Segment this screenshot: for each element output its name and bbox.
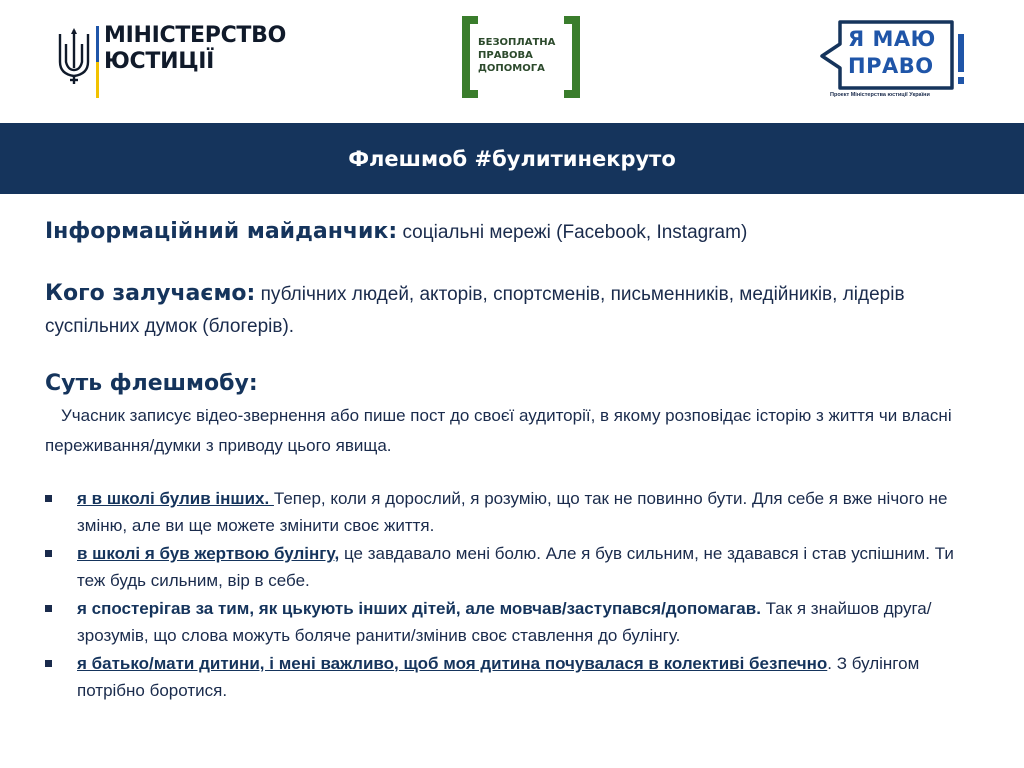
list-item-text: Тепер, коли я дорослий, я розумію, що так не повинно бути. Для себе я вже нічого не зміню, але ви ще можете змінити своє життя. (77, 489, 948, 535)
list-item-lead: в школі я був жертвою булінгу, (77, 544, 340, 563)
square-bullet-icon (45, 495, 52, 502)
ministry-name-line1: МІНІСТЕРСТВО (104, 23, 287, 48)
list-item (45, 540, 985, 594)
list-item-lead: я спостерігав за тим, як цькують інших дітей, але мовчав/заступався/допомагав. (77, 599, 761, 618)
list-item (45, 595, 985, 649)
audience-text: публічних людей, акторів, спортсменів, письменників, медійників, лідерів суспільних думок (блогерів). (45, 284, 905, 337)
ministry-name (104, 23, 286, 75)
audience-paragraph (45, 278, 975, 344)
free-legal-aid-line2: ПРАВОВА (478, 50, 533, 61)
list-item (45, 650, 985, 704)
i-have-right-subtitle: Проект Міністерства юстиції України (830, 92, 930, 98)
square-bullet-icon (45, 550, 52, 557)
audience-label: Кого залучаємо: (45, 281, 256, 306)
square-bullet-icon (45, 660, 52, 667)
free-legal-aid-logo (460, 14, 582, 100)
free-legal-aid-line3: ДОПОМОГА (478, 63, 545, 74)
platform-text: соціальні мережі (Facebook, Instagram) (397, 222, 748, 243)
essence-label: Суть флешмобу: (45, 371, 258, 396)
free-legal-aid-line1: БЕЗОПЛАТНА (478, 37, 556, 48)
list-item-lead: я в школі булив інших. (77, 489, 274, 508)
list-item (45, 485, 985, 539)
list-item-text: Так я знайшов друга/зрозумів, що слова можуть боляче ранити/змінив своє ставлення до булінгу. (77, 599, 932, 645)
list-item-text: це завдавало мені болю. Але я був сильним, не здавався і став успішним. Ти теж будь сильним, вір в себе. (77, 544, 954, 590)
ministry-name-line2: ЮСТИЦІЇ (104, 49, 215, 74)
title-banner (0, 123, 1024, 194)
square-bullet-icon (45, 605, 52, 612)
list-item-lead: я батько/мати дитини, і мені важливо, щоб моя дитина почувалася в колективі безпечно (77, 654, 828, 673)
examples-list (45, 485, 985, 705)
i-have-right-line1: Я МАЮ (848, 27, 936, 51)
essence-heading-paragraph (45, 369, 258, 401)
free-legal-aid-name (478, 36, 568, 75)
i-have-right-line2: ПРАВО (848, 54, 934, 78)
header-logos (0, 0, 1024, 122)
platform-paragraph (45, 217, 747, 249)
ministry-of-justice-logo (56, 22, 296, 102)
i-have-right-logo (818, 20, 968, 104)
essence-text: Учасник записує відео-звернення або пише пост до своєї аудиторії, в якому розповідає історію з життя чи власні переживання/думки з приводу цього явища. (45, 406, 952, 455)
platform-label: Інформаційний майданчик: (45, 219, 398, 244)
trident-icon (56, 22, 100, 102)
list-item-text: . З булінгом потрібно боротися. (77, 654, 920, 700)
page-title: Флешмоб #булитинекруто (348, 147, 676, 171)
i-have-right-name (848, 26, 952, 80)
